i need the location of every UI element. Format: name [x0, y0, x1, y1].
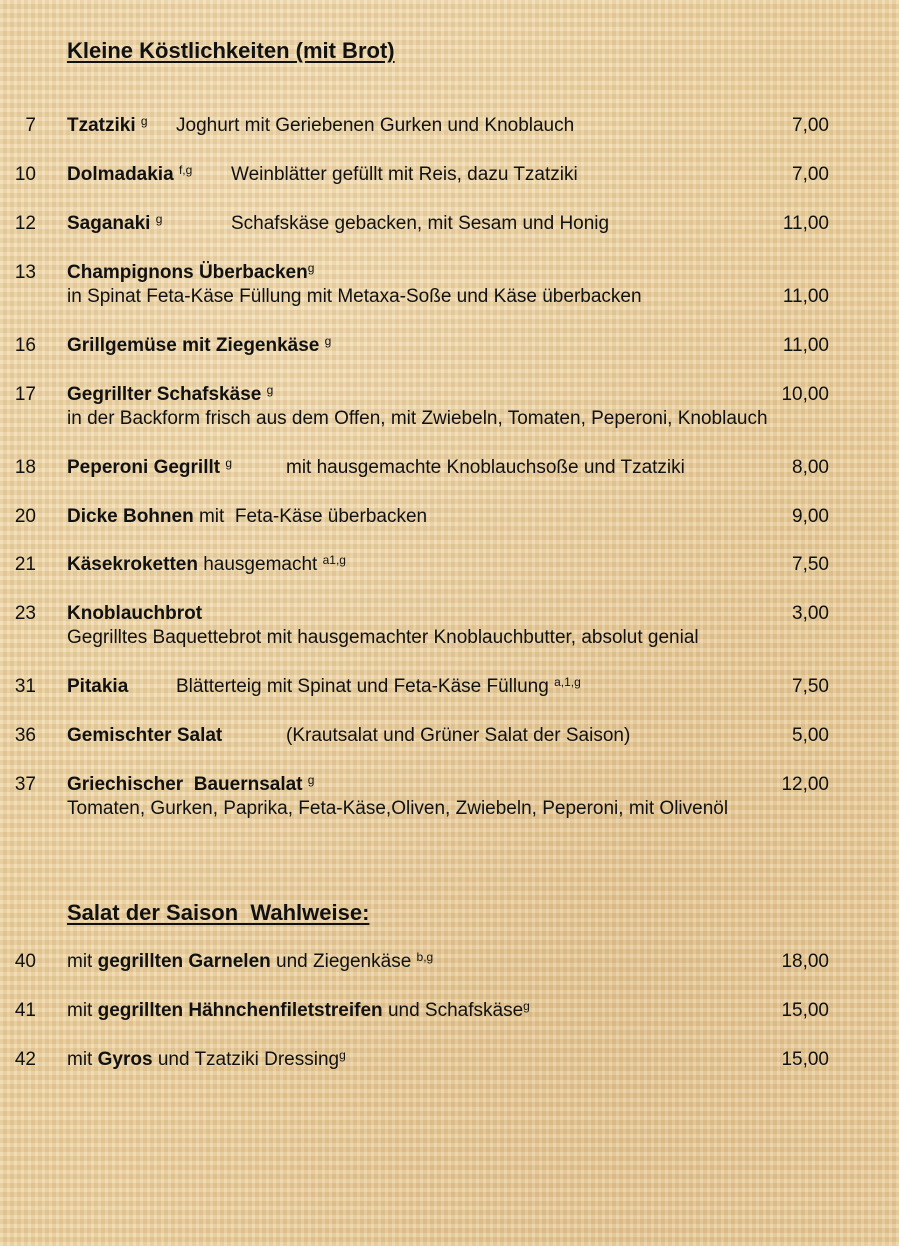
item-title — [67, 1050, 346, 1069]
item-prefix: mit — [67, 951, 93, 972]
item-suffix: und Tzatziki Dressing — [157, 1049, 340, 1070]
item-price: 11,00 — [782, 335, 829, 356]
item-name: gegrillten Hähnchenfiletstreifen — [97, 1000, 383, 1021]
section-heading-salat-der-saison: Salat der Saison Wahlweise: — [67, 900, 370, 925]
item-number: 16 — [14, 335, 36, 356]
item-name: Gyros — [97, 1049, 153, 1070]
item-description-text: Blätterteig mit Spinat und Feta-Käse Füllung — [176, 676, 549, 697]
item-title — [67, 775, 314, 794]
item-description: Weinblätter gefüllt mit Reis, dazu Tzatziki — [231, 164, 578, 185]
item-description: Tomaten, Gurken, Paprika, Feta-Käse,Oliven, Zwiebeln, Peperoni, mit Olivenöl — [67, 798, 729, 819]
item-description: mit Feta-Käse überbacken — [198, 506, 428, 527]
allergen-code: a1,g — [322, 553, 346, 567]
item-price: 5,00 — [792, 725, 829, 746]
item-number: 42 — [14, 1049, 36, 1070]
item-number: 20 — [14, 506, 36, 527]
item-title — [67, 555, 346, 574]
section-heading-kleine-koestlichkeiten: Kleine Köstlichkeiten (mit Brot) — [67, 38, 395, 63]
item-price: 7,50 — [792, 554, 829, 575]
item-number: 40 — [14, 951, 36, 972]
item-price: 7,50 — [792, 676, 829, 697]
item-name: Saganaki — [67, 213, 151, 234]
item-name: Peperoni Gegrillt — [67, 457, 221, 478]
item-price: 15,00 — [781, 1049, 829, 1070]
item-description: in Spinat Feta-Käse Füllung mit Metaxa-Soße und Käse überbacken — [67, 286, 642, 307]
item-title — [67, 165, 192, 184]
item-price: 11,00 — [782, 286, 829, 307]
item-name: Käsekroketten — [67, 554, 198, 575]
item-number: 37 — [14, 774, 36, 795]
allergen-code: g — [307, 261, 315, 275]
item-title — [67, 263, 314, 282]
item-description: Schafskäse gebacken, mit Sesam und Honig — [231, 213, 610, 234]
item-prefix: mit — [67, 1000, 93, 1021]
item-description: in der Backform frisch aus dem Offen, mit Zwiebeln, Tomaten, Peperoni, Knoblauch — [67, 408, 768, 429]
item-suffix: und Schafskäse — [387, 1000, 524, 1021]
item-price: 18,00 — [781, 951, 829, 972]
item-price: 11,00 — [782, 213, 829, 234]
item-number: 21 — [14, 554, 36, 575]
item-number: 12 — [14, 213, 36, 234]
item-price: 15,00 — [781, 1000, 829, 1021]
item-description: (Krautsalat und Grüner Salat der Saison) — [286, 725, 631, 746]
allergen-code: g — [324, 334, 332, 348]
item-description: Gegrilltes Baquettebrot mit hausgemachter Knoblauchbutter, absolut genial — [67, 627, 699, 648]
allergen-code: g — [339, 1048, 346, 1062]
item-name: Knoblauchbrot — [67, 603, 203, 624]
item-number: 18 — [14, 457, 36, 478]
item-number: 36 — [14, 725, 36, 746]
item-number: 7 — [25, 115, 36, 136]
item-title — [67, 214, 162, 233]
item-title — [67, 1001, 530, 1020]
item-number: 23 — [14, 603, 36, 624]
allergen-code: g — [155, 212, 163, 226]
item-price: 7,00 — [792, 164, 829, 185]
item-title — [67, 507, 427, 526]
item-number: 13 — [14, 262, 36, 283]
allergen-code: g — [225, 456, 233, 470]
item-prefix: mit — [67, 1049, 93, 1070]
item-price: 10,00 — [781, 384, 829, 405]
item-title — [67, 952, 433, 971]
item-price: 7,00 — [792, 115, 829, 136]
item-number: 31 — [14, 676, 36, 697]
item-name: Dicke Bohnen — [67, 506, 194, 527]
allergen-code: a,1,g — [554, 675, 581, 689]
allergen-code: b,g — [416, 950, 434, 964]
item-price: 9,00 — [792, 506, 829, 527]
allergen-code: g — [266, 383, 274, 397]
item-name: Dolmadakia — [67, 164, 174, 185]
item-name: Griechischer Bauernsalat — [67, 774, 303, 795]
item-name: Champignons Überbacken — [67, 262, 308, 283]
item-number: 41 — [14, 1000, 36, 1021]
item-number: 10 — [14, 164, 36, 185]
item-price: 12,00 — [781, 774, 829, 795]
item-name: Pitakia — [67, 676, 129, 697]
allergen-code: f,g — [178, 163, 193, 177]
allergen-code: g — [307, 773, 315, 787]
item-title — [67, 385, 273, 404]
item-name: gegrillten Garnelen — [97, 951, 271, 972]
item-title — [67, 336, 331, 355]
item-description: Joghurt mit Geriebenen Gurken und Knoblauch — [176, 115, 575, 136]
item-description: mit hausgemachte Knoblauchsoße und Tzatziki — [286, 457, 685, 478]
item-price: 8,00 — [792, 457, 829, 478]
allergen-code: g — [523, 999, 530, 1013]
item-name: Grillgemüse mit Ziegenkäse — [67, 335, 320, 356]
item-description — [176, 677, 581, 696]
item-name: Tzatziki — [67, 115, 136, 136]
item-description: hausgemacht — [203, 554, 318, 575]
item-price: 3,00 — [792, 603, 829, 624]
item-name: Gegrillter Schafskäse — [67, 384, 262, 405]
item-title — [67, 116, 148, 135]
item-suffix: und Ziegenkäse — [276, 951, 412, 972]
item-name: Gemischter Salat — [67, 725, 223, 746]
item-number: 17 — [14, 384, 36, 405]
item-title — [67, 458, 232, 477]
allergen-code: g — [140, 114, 148, 128]
